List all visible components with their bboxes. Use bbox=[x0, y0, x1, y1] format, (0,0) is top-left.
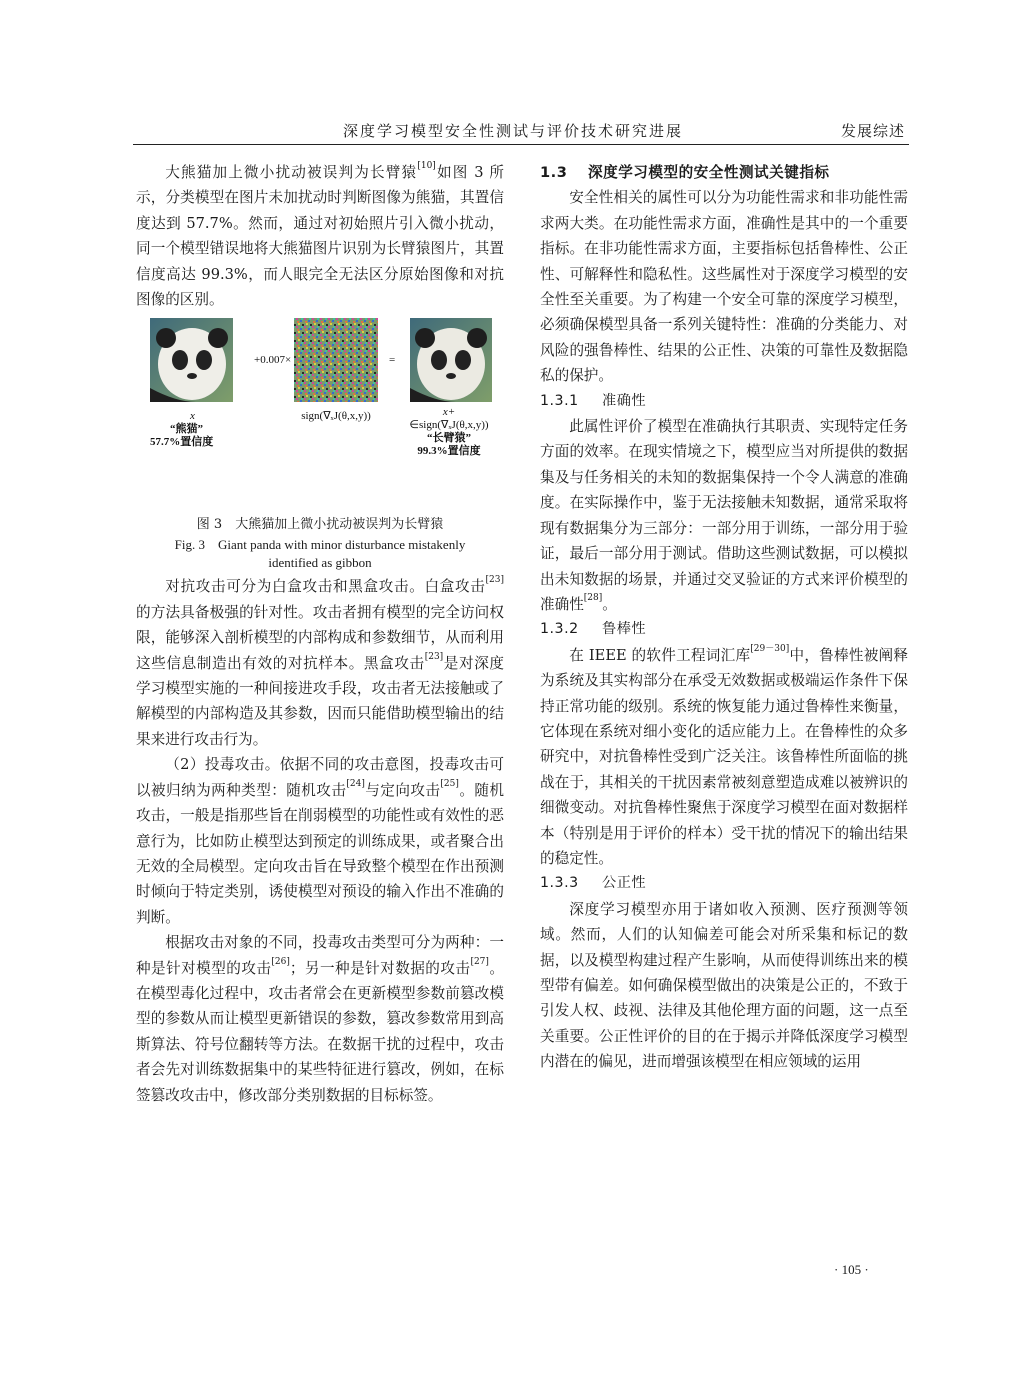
section-heading-1-3-2: 1.3.2 鲁棒性 bbox=[540, 621, 647, 638]
paragraph: 在 IEEE 的软件工程词汇库[29－30]中，鲁棒性被阐释为系统及其实构部分在承受无效数据或极端运作条件下保持正常功能的级别。系统的恢复能力通过鲁棒性来衡量，它体现在系统对细小变化的适应能力上。在鲁棒性的众多研究中，对抗鲁棒性受到广泛关注。该鲁棒性所面临的挑战在于，其相关的干扰因素常被刻意塑造成难以被辨识的细微变动。对抗鲁棒性聚焦于深度学习模型在面对数据样本（特别是用于评价的样本）受干扰的情况下的输出结果的稳定性。 bbox=[540, 643, 908, 867]
paragraph: 安全性相关的属性可以分为功能性需求和非功能性需求两大类。在功能性需求方面，准确性是其中的一个重要指标。在非功能性需求方面，主要指标包括鲁棒性、公正性、可解释性和隐私性。这些属性对于深度学习模型的安全性至关重要。为了构建一个安全可靠的深度学习模型，必须确保模型具备一系列关键特性：准确的分类能力、对风险的强鲁棒性、结果的公正性、决策的可靠性及数据隐私的保护。 bbox=[540, 189, 908, 385]
section-heading-1-3: 1.3 深度学习模型的安全性测试关键指标 bbox=[540, 164, 830, 181]
paragraph: 此属性评价了模型在准确执行其职责、实现特定任务方面的效率。在现实情境之下，模型应当对所提供的数据集及与任务相关的未知的数据集保持一个令人满意的准确度。在实际操作中，鉴于无法接触未知数据，通常采取将现有数据集分为三部分：一部分用于训练，一部分用于验证，最后一部分用于测试。借助这些测试数据，可以模拟出未知数据的场景，并通过交叉验证的方式来评价模型的准确性[28]。 bbox=[540, 418, 908, 613]
plus-operator: +0.007× bbox=[254, 354, 292, 367]
left-column bbox=[136, 160, 504, 1108]
noise-image bbox=[294, 318, 378, 402]
figure-caption-en: Fig. 3 Giant panda with minor disturbance mistakenly identified as gibbon bbox=[174, 537, 466, 571]
equals-operator: = bbox=[389, 354, 396, 367]
right-column bbox=[540, 160, 908, 1075]
page-number: · 105 · bbox=[834, 1262, 869, 1277]
paragraph: 根据攻击对象的不同，投毒攻击类型可分为两种：一种是针对模型的攻击[26]；另一种是针对数据的攻击[27]。在模型毒化过程中，攻击者常会在更新模型参数前篡改模型的参数从而让模型更新错误的参数，篡改参数常用到高斯算法、符号位翻转等方法。在数据干扰的过程中，攻击者会先对训练数据集中的某些特征进行篡改，例如，在标签篡改攻击中，修改部分类别数据的目标标签。 bbox=[136, 934, 504, 1104]
figure-3 bbox=[136, 318, 504, 571]
noise-label: sign(∇ₓJ(θ,x,y)) bbox=[301, 410, 371, 423]
panda-image bbox=[150, 318, 233, 402]
paragraph: （2）投毒攻击。依据不同的攻击意图，投毒攻击可以被归纳为两种类型：随机攻击[24]与定向攻击[25]。随机攻击，一般是指那些旨在削弱模型的功能性或有效性的恶意行为，比如防止模型达到预定的训练成果，或者聚合出无效的全局模型。定向攻击旨在导致整个模型在作出预测时倾向于特定类别，诱使模型对预设的输入作出不准确的判断。 bbox=[136, 756, 504, 926]
paragraph: 大熊猫加上微小扰动被误判为长臂猿[10]如图 3 所示，分类模型在图片未加扰动时判断图像为熊猫，其置信度达到 57.7%。然而，通过对初始照片引入微小扰动，同一个模型错误地将大熊猫图片识别为长臂猿图片，其置信度高达 99.3%，而人眼完全无法区分原始图像和对抗图像的区别。 bbox=[136, 161, 504, 309]
journal-title: 深度学习模型安全性测试与评价技术研究进展 bbox=[343, 122, 684, 140]
figure-caption-cn: 图 3 大熊猫加上微小扰动被误判为长臂猿 bbox=[196, 517, 444, 533]
citation: [23] bbox=[424, 651, 444, 662]
section-name: 发展综述 bbox=[840, 122, 905, 140]
adversarial-image-label: x+ ∈sign(∇ₓJ(θ,x,y)) “长臂猿” 99.3%置信度 bbox=[409, 406, 489, 458]
citation: [25] bbox=[440, 778, 459, 789]
original-image-label: x “熊猫” 57.7%置信度 bbox=[150, 410, 214, 449]
adversarial-panda-image bbox=[410, 318, 492, 402]
paragraph: 深度学习模型亦用于诸如收入预测、医疗预测等领域。然而，人们的认知偏差可能会对所采集和标记的数据，以及模型构建过程产生影响，从而使得训练出来的模型带有偏差。如何确保模型做出的决策是公正的，不致于引发人权、歧视、法律及其他伦理方面的问题，这一点至关重要。公正性评价的目的在于揭示并降低深度学习模型内潜在的偏见，进而增强该模型在相应领域的运用 bbox=[540, 900, 908, 1071]
section-heading-1-3-3: 1.3.3 公正性 bbox=[540, 875, 647, 892]
citation: [23] bbox=[485, 575, 504, 586]
citation: [29－30] bbox=[750, 643, 790, 654]
section-heading-1-3-1: 1.3.1 准确性 bbox=[540, 392, 647, 409]
paragraph: 对抗攻击可分为白盒攻击和黑盒攻击。白盒攻击[23]的方法具备极强的针对性。攻击者拥有模型的完全访问权限，能够深入剖析模型的内部构成和参数细节，从而利用这些信息制造出有效的对抗样本。黑盒攻击[23]是对深度学习模型实施的一种间接进攻手段，攻击者无法接触或了解模型的内部构造及其参数，因而只能借助模型输出的结果来进行攻击行为。 bbox=[136, 575, 504, 748]
running-header bbox=[133, 118, 909, 145]
citation: [24] bbox=[346, 778, 365, 789]
citation: [26] bbox=[271, 956, 290, 967]
citation: [28] bbox=[583, 592, 603, 603]
citation: [27] bbox=[470, 956, 489, 967]
citation: [10] bbox=[417, 161, 436, 171]
